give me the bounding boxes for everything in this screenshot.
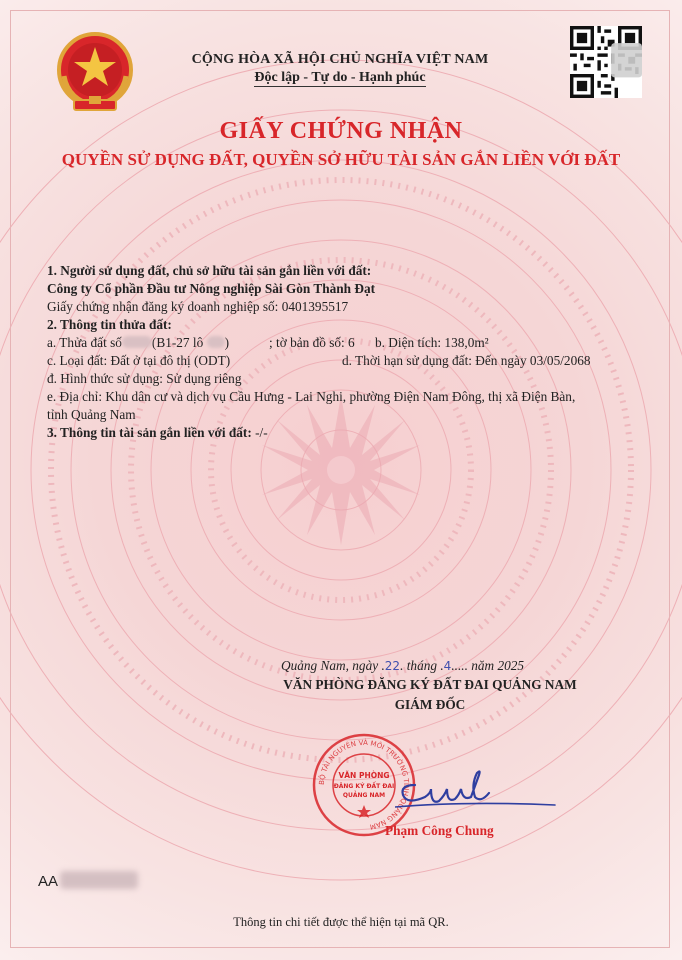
national-motto: Độc lập - Tự do - Hạnh phúc	[254, 70, 426, 85]
svg-text:VĂN PHÒNG: VĂN PHÒNG	[338, 771, 390, 780]
parcel-area: b. Diện tích: 138,0m²	[375, 335, 489, 350]
signer-name: Phạm Công Chung	[385, 823, 494, 838]
svg-text:QUẢNG NAM: QUẢNG NAM	[342, 792, 386, 799]
date-year: ..... năm 2025	[451, 658, 525, 673]
parcel-number-label: a. Thửa đất số	[47, 335, 122, 350]
map-sheet: ; tờ bản đồ số: 6	[269, 335, 355, 350]
address-line-2: tỉnh Quảng Nam	[47, 407, 136, 422]
date-month-label: . tháng .	[400, 658, 444, 673]
section1-heading: 1. Người sử dụng đất, chủ sở hữu tài sản gắn liền với đất:	[47, 263, 372, 278]
certificate-title: GIẤY CHỨNG NHẬN	[219, 118, 463, 144]
svg-text:ĐĂNG KÝ ĐẤT ĐAI: ĐĂNG KÝ ĐẤT ĐAI	[333, 783, 395, 790]
land-type: c. Loại đất: Đất ở tại đô thị (ODT)	[47, 353, 231, 368]
redacted-lot-number	[207, 336, 225, 348]
usage-form: đ. Hình thức sử dụng: Sử dụng riêng	[47, 371, 242, 386]
address-line-1: e. Địa chỉ: Khu dân cư và dịch vụ Cầu Hưng - Lai Nghi, phường Điện Nam Đông, thị xã Điện Bàn,	[47, 389, 576, 404]
parcel-close: )	[224, 335, 230, 350]
section3-heading: 3. Thông tin tài sản gắn liền với đất:	[47, 425, 252, 440]
section2-heading: 2. Thông tin thửa đất:	[47, 317, 172, 332]
certificate-serial	[38, 871, 138, 890]
owner-name: Công ty Cổ phần Đầu tư Nông nghiệp Sài Gòn Thành Đạt	[47, 281, 376, 296]
redacted-serial-number	[60, 871, 138, 889]
certificate-subtitle: QUYỀN SỬ DỤNG ĐẤT, QUYỀN SỞ HỮU TÀI SẢN GẮN LIỀN VỚI ĐẤT	[61, 150, 621, 169]
nation-name: CỘNG HÒA XÃ HỘI CHỦ NGHĨA VIỆT NAM	[191, 52, 489, 67]
signer-position: GIÁM ĐỐC	[394, 697, 466, 712]
usage-term: d. Thời hạn sử dụng đất: Đến ngày 03/05/2068	[342, 353, 591, 368]
national-header	[140, 52, 540, 87]
handwritten-signature	[395, 755, 565, 825]
section3-value: -/-	[255, 425, 268, 440]
qr-code[interactable]	[570, 26, 642, 98]
qr-footnote: Thông tin chi tiết được thể hiện tại mã QR.	[233, 915, 449, 929]
parcel-row	[47, 334, 647, 352]
national-emblem-icon	[54, 30, 136, 120]
serial-prefix: AA	[38, 873, 59, 890]
issuing-office: VĂN PHÒNG ĐĂNG KÝ ĐẤT ĐAI QUẢNG NAM	[283, 677, 577, 692]
section3-row	[47, 424, 647, 442]
date-day: 22	[384, 659, 401, 673]
land-type-row	[47, 352, 647, 370]
date-month: 4	[443, 659, 452, 673]
parcel-lot: (B1-27 lô	[151, 335, 204, 350]
business-registration: Giấy chứng nhận đăng ký doanh nghiệp số: 0401395517	[47, 299, 349, 314]
redacted-parcel-number	[122, 336, 152, 348]
signing-date	[281, 658, 524, 674]
svg-text:BỘ TÀI NGUYÊN VÀ MÔI TRƯỜNG TỈ: BỘ TÀI NGUYÊN VÀ MÔI TRƯỜNG TỈNH QUẢNG NAM	[317, 738, 411, 831]
certificate-body	[47, 262, 647, 442]
date-prefix: Quảng Nam, ngày .	[281, 658, 385, 673]
